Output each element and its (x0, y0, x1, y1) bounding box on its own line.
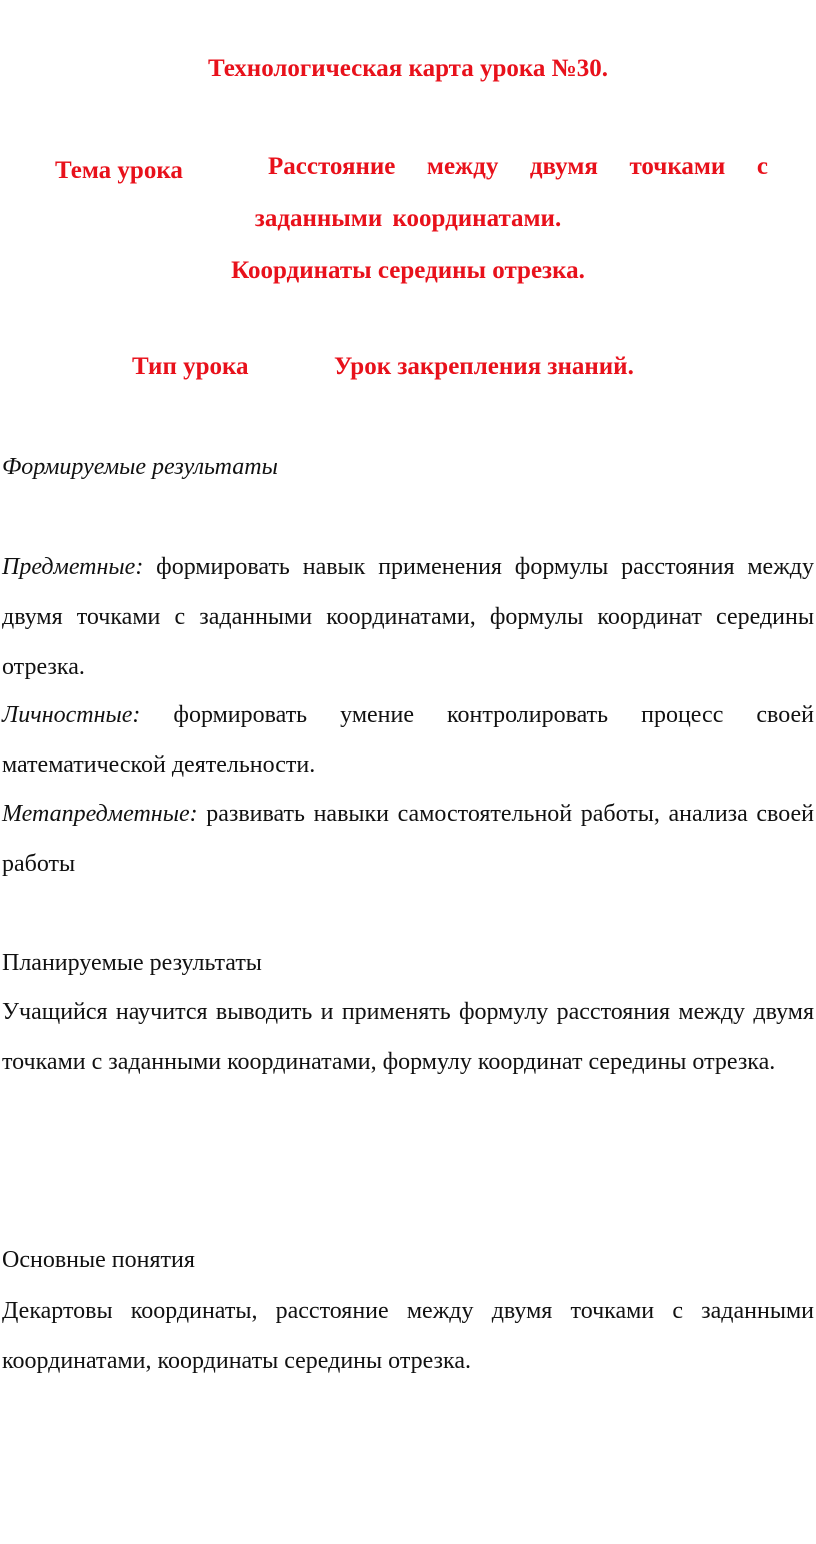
planned-results-heading: Планируемые результаты (2, 950, 262, 976)
key-concepts-heading: Основные понятия (2, 1247, 195, 1273)
topic-label: Тема урока (55, 157, 183, 184)
subject-results-paragraph (2, 542, 814, 692)
topic-value-line2: заданными координатами. (254, 205, 562, 232)
personal-results-text: формировать умение контролировать процесс своей математической деятельности. (2, 702, 814, 778)
meta-results-paragraph (2, 789, 814, 889)
personal-results-label: Личностные: (2, 702, 141, 728)
lesson-type-value: Урок закрепления знаний. (334, 353, 634, 380)
meta-results-text: развивать навыки самостоятельной работы, анализа своей работы (2, 801, 814, 877)
planned-results-paragraph: Учащийся научится выводить и применять формулу расстояния между двумя точками с заданными координатами, формулу координат середины отрезка. (2, 999, 814, 1075)
meta-results-label: Метапредметные: (2, 801, 198, 827)
page-title: Технологическая карта урока №30. (207, 55, 609, 82)
formed-results-heading: Формируемые результаты (2, 454, 278, 480)
topic-value-line1: Расстояние между двумя точками с (268, 153, 768, 180)
key-concepts-paragraph: Декартовы координаты, расстояние между двумя точками с заданными координатами, координаты середины отрезка. (2, 1298, 814, 1374)
topic-value-line3: Координаты середины отрезка. (231, 257, 585, 284)
personal-results-paragraph (2, 690, 814, 790)
subject-results-label: Предметные: (2, 554, 144, 580)
subject-results-text: формировать навык применения формулы расстояния между двумя точками с заданными координатами, формулы координат середины отрезка. (2, 554, 814, 680)
lesson-type-label: Тип урока (132, 353, 249, 380)
